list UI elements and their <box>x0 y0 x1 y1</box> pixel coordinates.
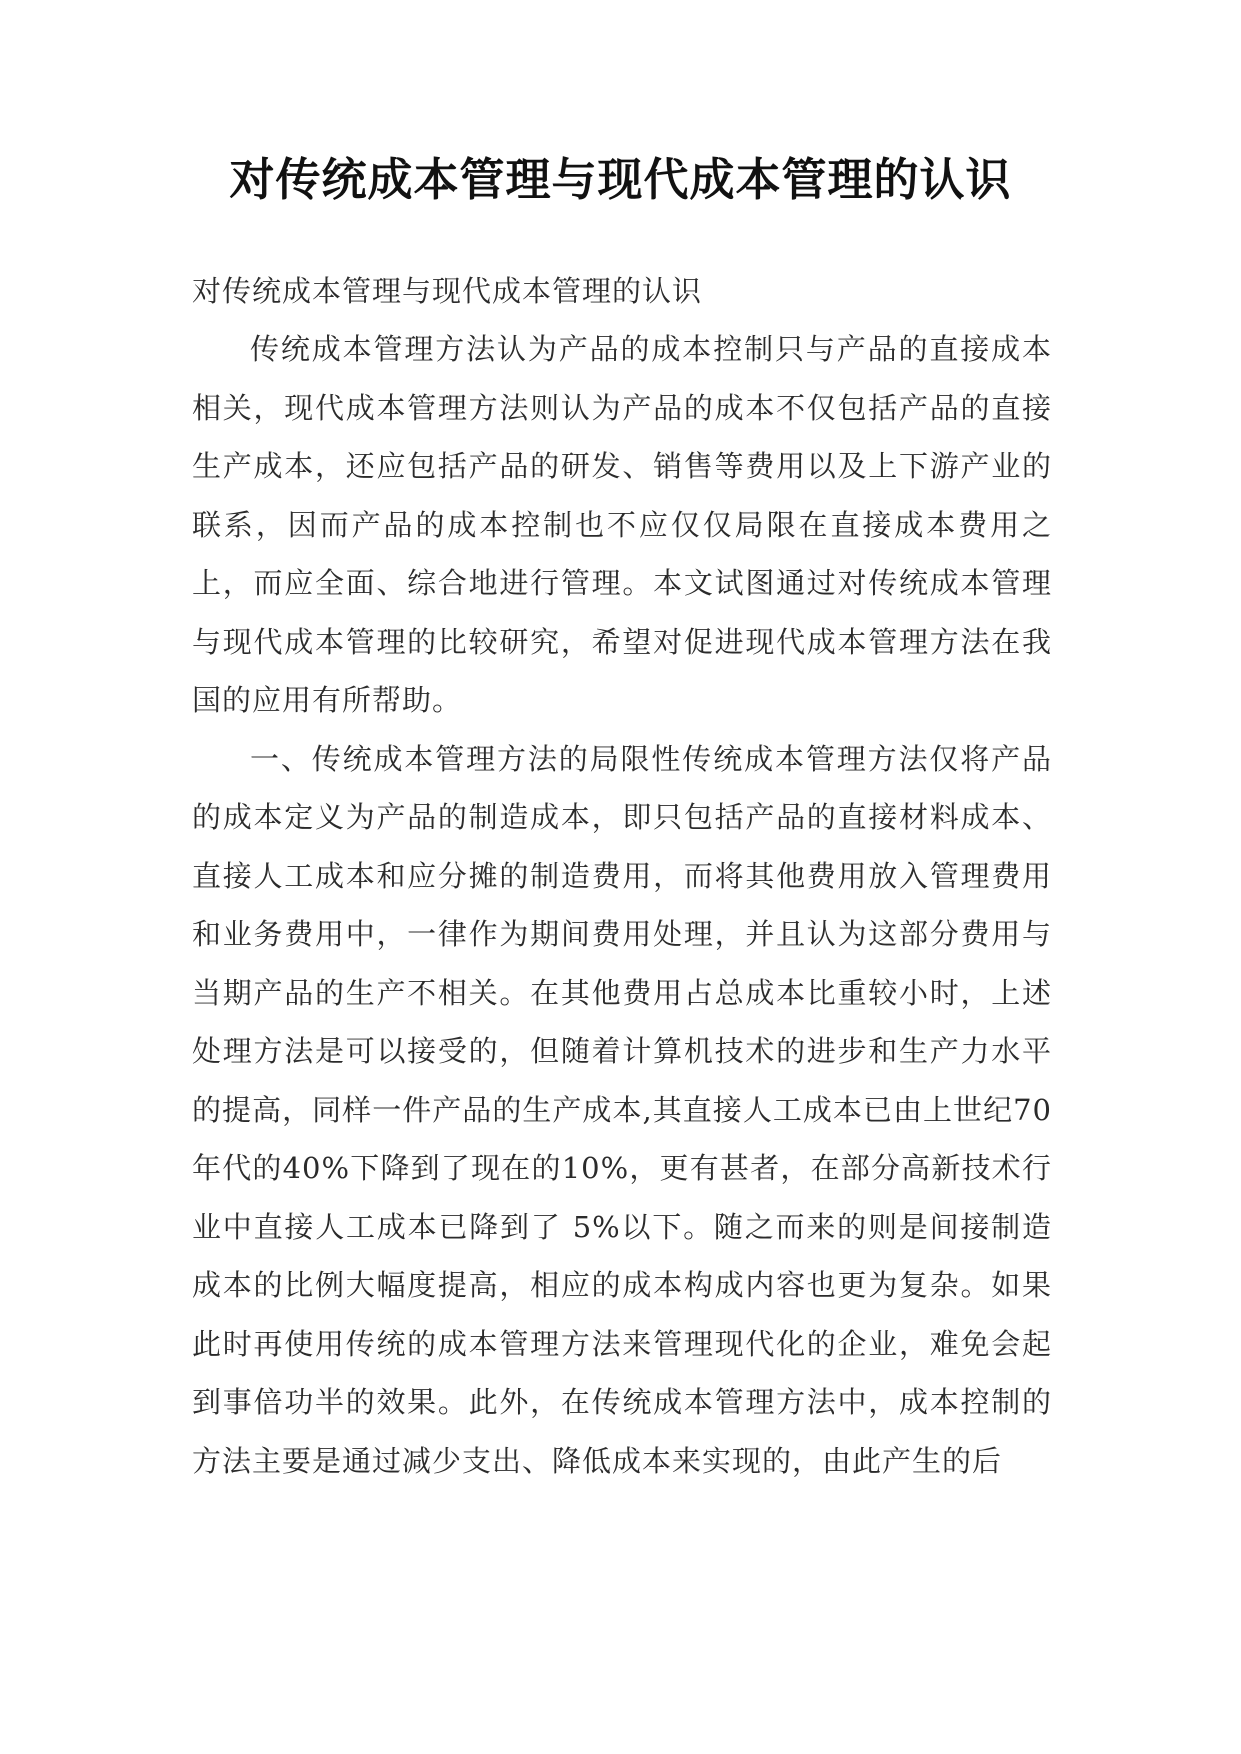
document-title: 对传统成本管理与现代成本管理的认识 <box>229 153 1012 206</box>
document-body <box>192 262 1052 1490</box>
paragraph-section-one: 一、传统成本管理方法的局限性传统成本管理方法仅将产品的成本定义为产品的制造成本，即只包括产品的直接材料成本、直接人工成本和应分摊的制造费用，而将其他费用放入管理费用和业务费用中，一律作为期间费用处理，并且认为这部分费用与当期产品的生产不相关。在其他费用占总成本比重较小时，上述处理方法是可以接受的，但随着计算机技术的进步和生产力水平的提高，同样一件产品的生产成本,其直接人工成本已由上世纪70年代的40%下降到了现在的10%，更有甚者，在部分高新技术行业中直接人工成本已降到了 5%以下。随之而来的则是间接制造成本的比例大幅度提高，相应的成本构成内容也更为复杂。如果此时再使用传统的成本管理方法来管理现代化的企业，难免会起到事倍功半的效果。此外，在传统成本管理方法中，成本控制的方法主要是通过减少支出、降低成本来实现的，由此产生的后 <box>192 741 1052 1478</box>
document-subtitle: 对传统成本管理与现代成本管理的认识 <box>192 274 703 308</box>
paragraph-intro: 传统成本管理方法认为产品的成本控制只与产品的直接成本相关，现代成本管理方法则认为产品的成本不仅包括产品的直接生产成本，还应包括产品的研发、销售等费用以及上下游产业的联系，因而产品的成本控制也不应仅仅局限在直接成本费用之上，而应全面、综合地进行管理。本文试图通过对传统成本管理与现代成本管理的比较研究，希望对促进现代成本管理方法在我国的应用有所帮助。 <box>192 332 1052 717</box>
